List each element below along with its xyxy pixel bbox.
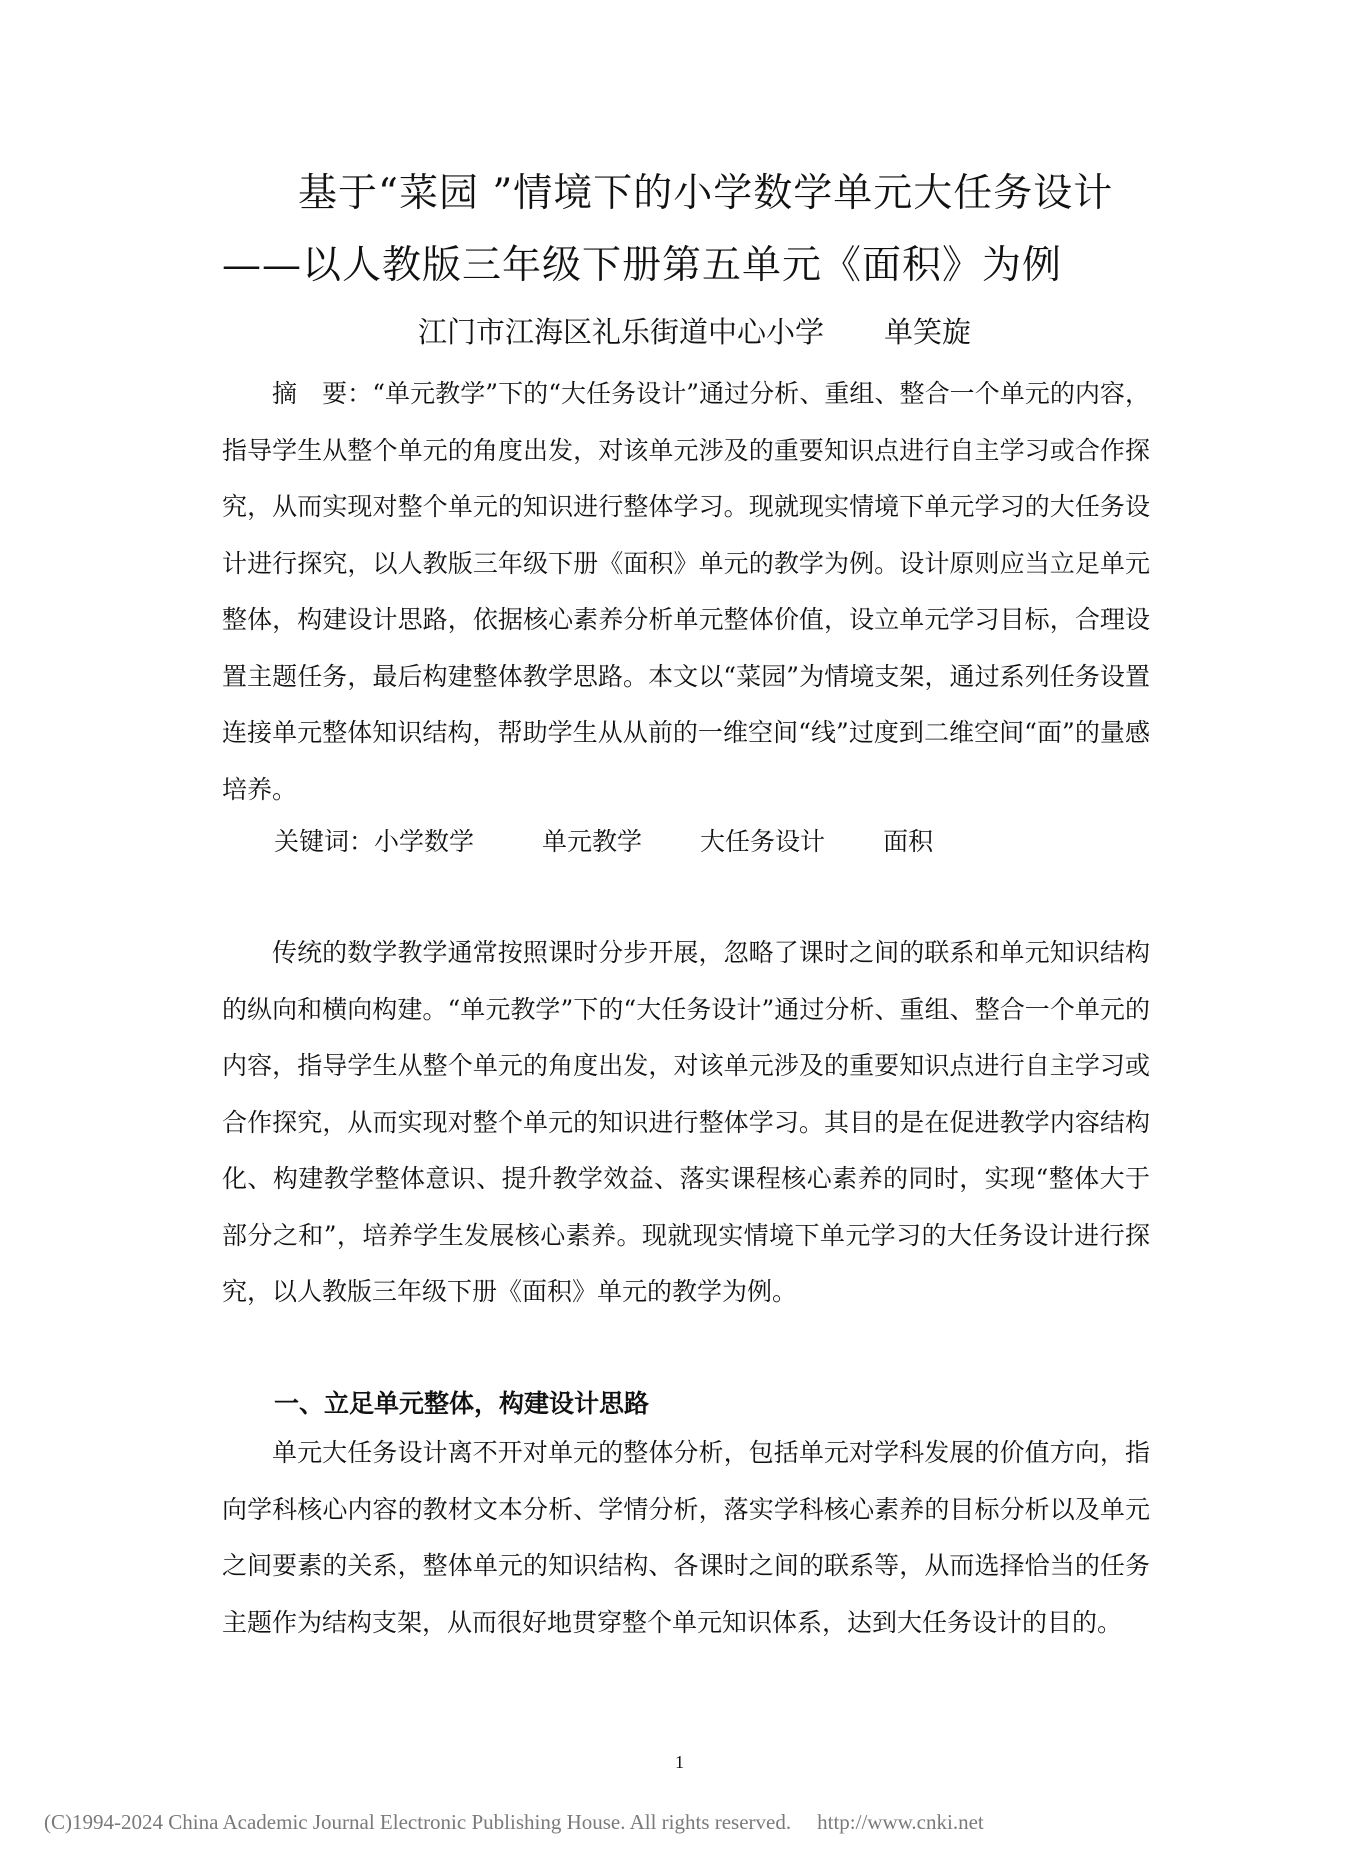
footer-url: http://www.cnki.net: [817, 1810, 984, 1834]
author-line: [418, 312, 971, 352]
title-line-2: ——以人教版三年级下册第五单元《面积》为例: [222, 243, 1063, 288]
intro-section: [222, 925, 1150, 1321]
keyword: 面积: [883, 827, 934, 856]
abstract-text: “单元教学”下的“大任务设计”通过分析、重组、整合一个单元的内容，指导学生从整个单元的角度出发，对该单元涉及的重要知识点进行自主学习或合作探究，从而实现对整个单元的知识进行整体学习。现就现实情境下单元学习的大任务设计进行探究，以人教版三年级下册《面积》单元的教学为例。设计原则应当立足单元整体，构建设计思路，依据核心素养分析单元整体价值，设立单元学习目标，合理设置主题任务，最后构建整体教学思路。本文以“菜园”为情境支架，通过系列任务设置连接单元整体知识结构，帮助学生从从前的一维空间“线”过度到二维空间“面”的量感培养。: [222, 379, 1150, 804]
keyword: 小学数学: [374, 827, 475, 856]
author-name: 单笑旋: [884, 315, 972, 349]
keywords-label: 关键词：: [274, 827, 375, 856]
page-number: 1: [675, 1752, 684, 1772]
intro-paragraph: 传统的数学教学通常按照课时分步开展，忽略了课时之间的联系和单元知识结构的纵向和横向构建。“单元教学”下的“大任务设计”通过分析、重组、整合一个单元的内容，指导学生从整个单元的角度出发，对该单元涉及的重要知识点进行自主学习或合作探究，从而实现对整个单元的知识进行整体学习。其目的是在促进教学内容结构化、构建教学整体意识、提升教学效益、落实课程核心素养的同时，实现“整体大于部分之和”，培养学生发展核心素养。现就现实情境下单元学习的大任务设计进行探究，以人教版三年级下册《面积》单元的教学为例。: [222, 938, 1150, 1306]
section-1-paragraph: 单元大任务设计离不开对单元的整体分析，包括单元对学科发展的价值方向，指向学科核心内容的教材文本分析、学情分析，落实学科核心素养的目标分析以及单元之间要素的关系，整体单元的知识结构、各课时之间的联系等，从而选择恰当的任务主题作为结构支架，从而很好地贯穿整个单元知识体系，达到大任务设计的目的。: [222, 1438, 1150, 1637]
keywords-line: [274, 822, 933, 862]
copyright-footer: [44, 1808, 984, 1836]
keyword: 大任务设计: [700, 827, 826, 856]
section-1-body: [222, 1425, 1150, 1651]
keyword: 单元教学: [542, 827, 643, 856]
copyright-text: (C)1994-2024 China Academic Journal Electronic Publishing House. All rights reserved.: [44, 1810, 792, 1834]
title-line-1: 基于“菜园 ”情境下的小学数学单元大任务设计: [298, 171, 1114, 216]
author-school: 江门市江海区礼乐街道中心小学: [418, 315, 825, 349]
abstract-label: 摘 要：: [272, 379, 373, 408]
abstract-paragraph: [222, 366, 1150, 818]
section-heading: 一、立足单元整体，构建设计思路: [274, 1389, 650, 1418]
abstract: [222, 366, 1150, 818]
